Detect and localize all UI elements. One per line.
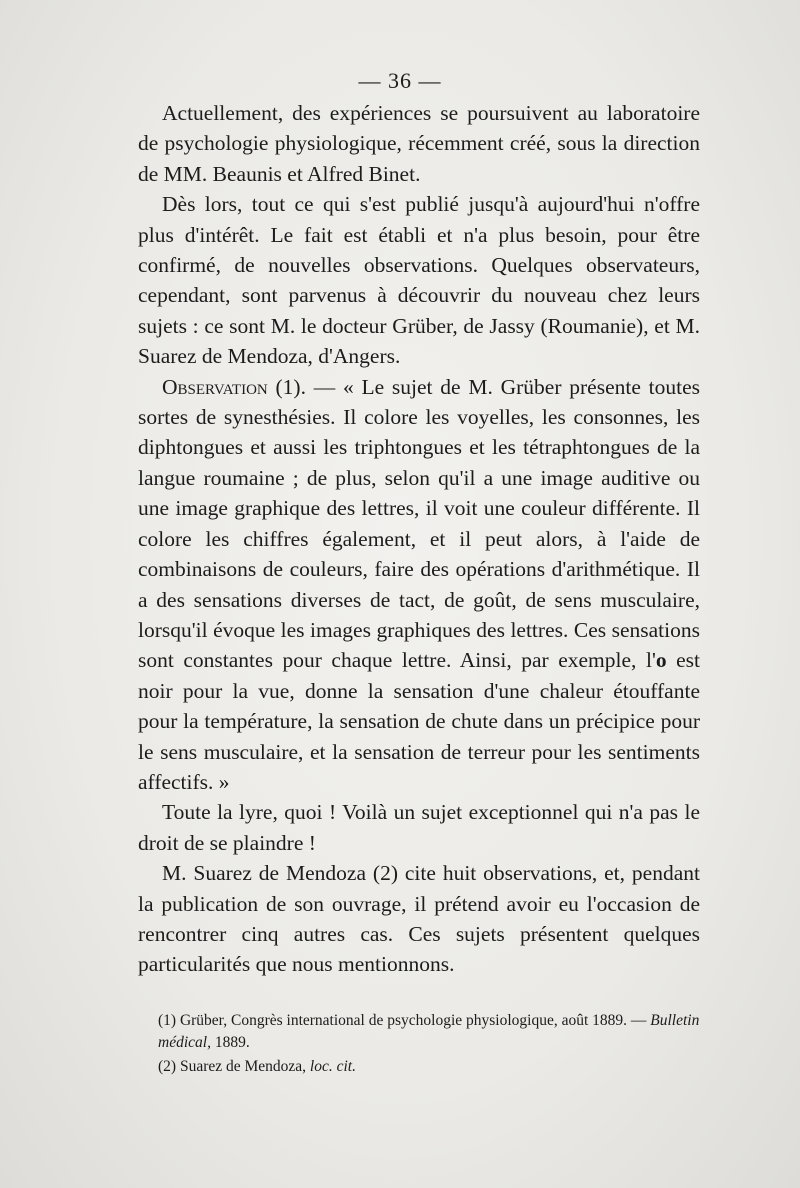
observation-footnote-ref: (1). <box>275 374 306 399</box>
footnote-2-text: (2) Suarez de Mendoza, <box>158 1058 310 1075</box>
observation-label: Observation <box>162 374 268 399</box>
footnote-2 <box>158 1056 703 1078</box>
footnote-2-citation: loc. cit. <box>309 1058 356 1075</box>
footnote-1-journal: Bulletin médical, <box>158 1012 700 1051</box>
observation-text-start: — « Le sujet de M. Grüber présente toutes sortes de synesthésies. Il colore les voyelles, les consonnes, les diphtongues et aussi les triphtongues et les tétraphtongues de la langue roumaine ; de plus, selon qu'il a une image auditive ou une image graphique des lettres, il voit une couleur différente. Il colore les chiffres également, et il peut alors, à l'aide de combinaisons de couleurs, faire des opérations d'arithmétique. Il a des sensations diverses de tact, de goût, de sens musculaire, lorsqu'il évoque les images graphiques des lettres. Ces sensations sont constantes pour chaque lettre. Ainsi, par exemple, l' <box>138 374 700 673</box>
footnote-1-text: (1) Grüber, Congrès international de psychologie physiologique, août 1889. — <box>158 1012 651 1029</box>
body-text <box>138 98 700 980</box>
paragraph-lyre: Toute la lyre, quoi ! Voilà un sujet exceptionnel qui n'a pas le droit de se plaindre ! <box>138 800 700 855</box>
paragraph-mendoza: M. Suarez de Mendoza (2) cite huit observations, et, pendant la publication de son ouvrage, il prétend avoir eu l'occasion de rencontrer cinq autres cas. Ces sujets présentent quelques particularités que nous mentionnons. <box>138 861 700 977</box>
page-number: — 36 — <box>358 68 442 93</box>
footnote-1-year: 1889. <box>210 1034 250 1051</box>
paragraph-observation <box>138 372 700 798</box>
observation-letter: o <box>655 648 667 673</box>
footnote-1 <box>158 1010 703 1054</box>
paragraph-laboratory: Actuellement, des expériences se poursuivent au laboratoire de psychologie physiologique, récemment créé, sous la direction de MM. Beaunis et Alfred Binet. <box>138 101 700 186</box>
observation-text-end: est noir pour la vue, donne la sensation d'une chaleur étouffante pour la température, la sensation de chute dans un précipice pour le sens musculaire, et la sensation de terreur pour les sentiments affectifs. » <box>138 648 700 794</box>
paragraph-subjects: Dès lors, tout ce qui s'est publié jusqu'à aujourd'hui n'offre plus d'intérêt. Le fait est établi et n'a plus besoin, pour être confirmé, de nouvelles observations. Quelques observateurs, cependant, sont parvenus à découvrir du nouveau chez leurs sujets : ce sont M. le docteur Grüber, de Jassy (Roumanie), et M. Suarez de Mendoza, d'Angers. <box>138 192 700 369</box>
footnotes <box>158 1010 703 1078</box>
